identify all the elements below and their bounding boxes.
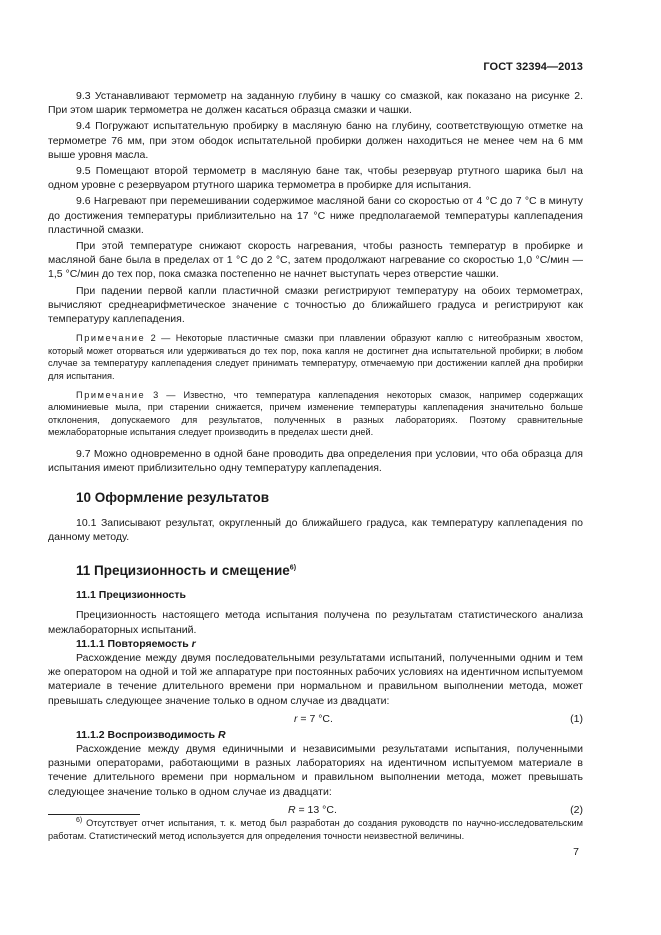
paragraph-9-4: 9.4 Погружают испытательную пробирку в масляную баню на глубину, соответствующую отметке на термометре 76 мм, при этом ободок испытательной пробирки должен находиться не менее чем на 6 мм выше уровня масла.: [48, 120, 583, 161]
formula-2-number: (2): [570, 803, 583, 816]
note-2-label: Примечание: [76, 333, 146, 344]
paragraph-11-1-2: Расхождение между двумя единичными и независимыми результатами испытания, полученными разными операторами, работающими в разных лабораториях на идентичном испытуемом материале в течение длительного времени при нормальном и правильном выполнении метода, может превышать следующее значение только в одном случае из двадцати:: [48, 743, 583, 798]
formula-1-expression: [294, 712, 333, 726]
formula-1-symbol: r: [294, 712, 298, 725]
note-3-label: Примечание: [76, 389, 146, 400]
paragraph-10-1: 10.1 Записывают результат, округленный до ближайшего градуса, как температуру каплепадения по данному методу.: [48, 516, 583, 543]
section-10-title: 10 Оформление результатов: [76, 490, 270, 506]
note-2-text: 2 — Некоторые пластичные смазки при плавлении образуют каплю с нитеобразным хвостом, который может оторваться или удерживаться до тех пор, пока капля не достигнет дна испытательной пробирки; в любом случае за температуру каплепадения следует принимать температуру, отмечаемую при достижении каплей дна пробирки для испытания.: [48, 333, 583, 382]
formula-1-number: (1): [570, 712, 583, 725]
paragraph-9-7: 9.7 Можно одновременно в одной бане проводить два определения при условии, что оба образца для испытания имеют приблизительно одну температуру каплепадения.: [48, 448, 583, 475]
paragraph-9-6-cont: При этой температуре снижают скорость нагревания, чтобы разность температур в пробирке и масляной бане была в пределах от 1 °С до 2 °С, затем продолжают нагревание со скоростью 1,0 °С/мин — 1,5 °С/мин до тех пор, пока смазка постепенно не начнет выступать через отверстие чашки.: [48, 240, 583, 281]
document-header: ГОСТ 32394—2013: [483, 61, 583, 73]
paragraph-11-1: Прецизионность настоящего метода испытания получена по результатам статистического анализа межлабораторных испытаний.: [48, 609, 583, 636]
heading-11-1-2: [48, 728, 583, 742]
paragraph-9-5: 9.5 Помещают второй термометр в масляную бане так, чтобы резервуар ртутного шарика был на одном уровне с резервуаром ртутного шарика термометра в пробирке для испытания.: [48, 165, 583, 192]
footnote-text: Отсутствует отчет испытания, т. к. метод был разработан до создания руководств по научно-исследовательским работам. Статистический метод используется для определения точности неизвестной величины.: [48, 818, 583, 841]
repeatability-symbol: r: [191, 637, 196, 650]
heading-11-1: 11.1 Прецизионность: [76, 589, 186, 602]
paragraph-11-1-1: Расхождение между двумя последовательными результатами испытаний, полученными одним и тем же оператором на одной и той же аппаратуре при постоянных рабочих условиях на идентичном испытуемом материале в течение длительного времени при нормальном и правильном выполнении метода, может превышать следующее значение только в одном случае из двадцати:: [48, 652, 583, 707]
footnote-ref-6[interactable]: 6): [289, 564, 297, 572]
paragraph-9-6: 9.6 Нагревают при перемешивании содержимое масляной бани со скоростью от 4 °С до 7 °С в минуту до достижения температуры приблизительно на 17 °С ниже предполагаемой температуры каплепадения пластичной смазки.: [48, 195, 583, 236]
footnote-separator: [48, 814, 140, 815]
page-body: [48, 89, 583, 819]
note-3: [48, 389, 583, 439]
footnote-mark: 6): [76, 816, 83, 824]
formula-1: [48, 710, 583, 728]
note-3-text: 3 — Известно, что температура каплепадения некоторых смазок, например содержащих алюминиевые мыла, при старении снижается, причем изменение температуры каплепадения значительно больше отклонения, допускаемого для результатов, полученных в разных лабораториях. Поэтому сравнительные межлабораторные испытания следует производить в пределах шести дней.: [48, 389, 583, 438]
heading-11-1-1: [48, 637, 583, 651]
section-11-title: [48, 564, 583, 578]
paragraph-9-6-end: При падении первой капли пластичной смазки регистрируют температуру на обоих термометрах, вычисляют среднеарифметическое значение с точностью до ближайшего градуса и регистрируют как температуру каплепадения.: [48, 284, 583, 326]
note-2: [48, 332, 583, 382]
formula-2-symbol: R: [288, 803, 296, 816]
page-number: 7: [573, 846, 579, 858]
paragraph-9-3: 9.3 Устанавливают термометр на заданную глубину в чашку со смазкой, как показано на рисунке 2. При этом шарик термометра не должен касаться образца смазки и чашки.: [48, 90, 583, 117]
heading-11-1-1-text: 11.1.1 Повторяемость: [76, 637, 192, 650]
footnote-6: [48, 817, 583, 842]
heading-11-1-2-text: 11.1.2 Воспроизводимость: [76, 728, 219, 741]
section-11-title-text: 11 Прецизионность и смещение: [76, 563, 290, 579]
formula-1-value: = 7 °С.: [297, 712, 333, 725]
formula-2-expression: [288, 803, 337, 817]
formula-2-value: = 13 °С.: [295, 803, 337, 816]
reproducibility-symbol: R: [218, 728, 226, 741]
